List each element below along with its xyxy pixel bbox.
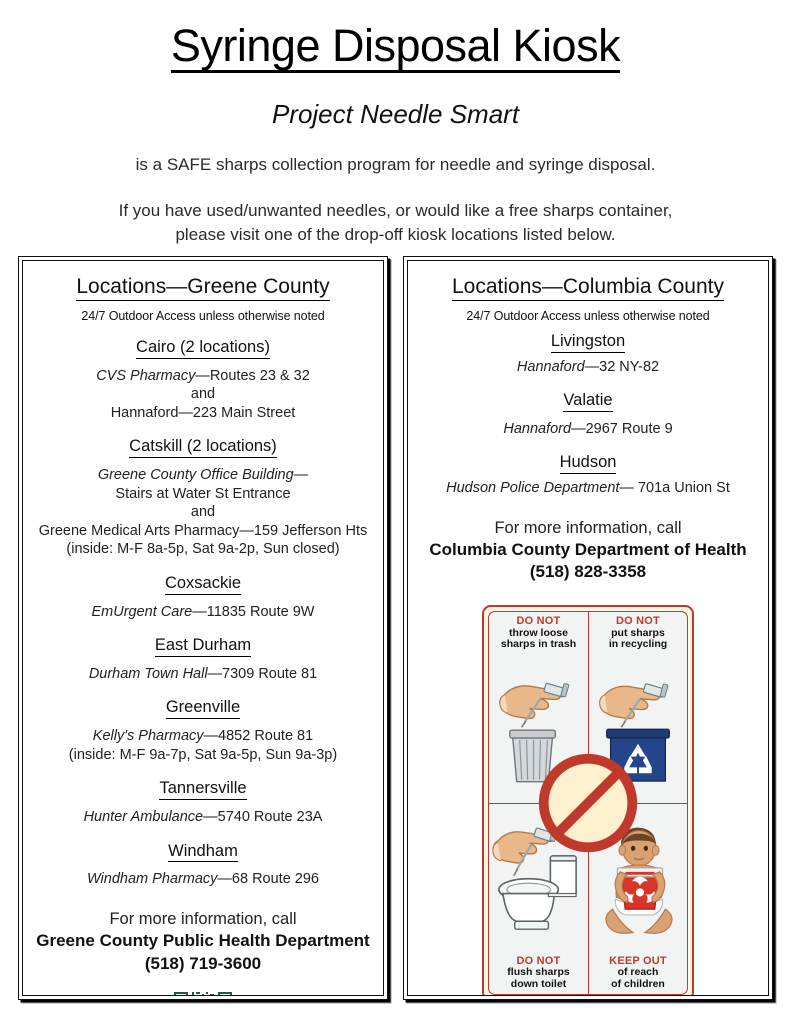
quadrant-line1: of reach <box>617 965 659 978</box>
city-name-valatie: Valatie <box>563 391 612 412</box>
city-block-coxsackie <box>33 574 373 621</box>
quadrant-headline: DO NOT <box>516 615 561 628</box>
city-name-catskill: Catskill (2 locations) <box>129 437 277 458</box>
business-address: —2967 Route 9 <box>571 420 673 437</box>
location-entry <box>33 466 373 485</box>
columbia-contact-call: For more information, call <box>494 518 682 537</box>
city-block-livingston <box>418 332 758 376</box>
intro-line-2 <box>0 199 791 246</box>
business-name: Hunter Ambulance <box>83 809 204 826</box>
intro-line-2a: If you have used/unwanted needles, or would like a free sharps container, <box>118 201 673 221</box>
city-block-cairo <box>33 338 373 422</box>
greene-county-panel <box>18 256 388 1000</box>
program-subtitle: Project Needle Smart <box>271 99 520 130</box>
location-entry <box>33 808 373 827</box>
page-title: Syringe Disposal Kiosk <box>171 22 620 73</box>
quadrant-line1: put sharps <box>611 626 665 639</box>
poster-quadrant-trash <box>488 611 588 803</box>
poster-quadrant-children <box>588 803 688 995</box>
city-block-hudson <box>418 453 758 497</box>
location-entry <box>418 358 758 377</box>
business-address: —223 Main Street <box>178 404 296 421</box>
business-name: Hudson Police Department <box>446 480 620 497</box>
business-address: —5740 Route 23A <box>203 809 323 826</box>
city-name-cairo: Cairo (2 locations) <box>136 338 270 359</box>
location-entry <box>33 367 373 386</box>
business-address: —Routes 23 & 32 <box>195 367 310 384</box>
location-entry <box>418 479 758 498</box>
business-name: Kelly's Pharmacy <box>92 728 204 745</box>
greene-panel-title: Locations—Greene County <box>76 275 329 301</box>
columbia-panel-title-wrap <box>418 275 758 301</box>
location-entry <box>418 420 758 439</box>
business-address: — <box>293 467 309 483</box>
city-block-windham <box>33 842 373 889</box>
city-name-greenville: Greenville <box>166 698 240 719</box>
poster-quadrant-recycling <box>588 611 688 803</box>
city-name-east-durham: East Durham <box>155 636 251 657</box>
quadrant-line2: down toilet <box>510 977 567 990</box>
business-hours: (inside: M-F 9a-7p, Sat 9a-5p, Sun 9a-3p) <box>68 746 338 763</box>
greene-panel-title-wrap <box>33 275 373 301</box>
city-name-coxsackie: Coxsackie <box>165 574 241 595</box>
business-address-line2: Stairs at Water St Entrance <box>115 485 291 502</box>
columbia-contact-phone: (518) 828-3358 <box>529 562 647 582</box>
business-address: —11835 Route 9W <box>192 603 315 620</box>
city-block-east-durham <box>33 636 373 683</box>
business-hours: (inside: M-F 8a-5p, Sat 9a-2p, Sun closed) <box>66 541 340 558</box>
intro-line-1: is a SAFE sharps collection program for needle and syringe disposal. <box>135 155 656 175</box>
columbia-county-panel <box>403 256 773 1000</box>
location-entry <box>33 522 373 541</box>
poster-quadrant-toilet <box>488 803 588 995</box>
business-address: —7309 Route 81 <box>207 665 318 682</box>
columbia-access-note: 24/7 Outdoor Access unless otherwise noted <box>466 308 710 323</box>
qr-code-wrap <box>33 992 373 996</box>
business-name: Durham Town Hall <box>88 665 208 682</box>
business-address: —32 NY-82 <box>584 358 660 375</box>
city-name-hudson: Hudson <box>560 453 617 474</box>
hand-syringe-toilet-icon <box>489 804 588 951</box>
business-address: —159 Jefferson Hts <box>239 522 368 539</box>
business-address: —68 Route 296 <box>217 871 319 888</box>
quadrant-line2: in recycling <box>608 638 668 651</box>
business-name: Hannaford <box>110 404 179 421</box>
location-entry <box>33 404 373 423</box>
city-block-tannersville <box>33 779 373 826</box>
greene-contact-phone: (518) 719-3600 <box>144 953 262 973</box>
safety-poster-wrap <box>418 605 758 996</box>
business-name: Greene County Office Building <box>97 467 294 483</box>
hand-syringe-trashcan-icon <box>489 651 588 803</box>
greene-contact-department: Greene County Public Health Department <box>36 931 370 951</box>
business-name: CVS Pharmacy <box>96 367 196 384</box>
child-holding-sharps-container-icon <box>589 804 687 951</box>
location-entry <box>33 665 373 684</box>
qr-code-icon[interactable] <box>174 992 232 996</box>
location-entry <box>33 727 373 746</box>
greene-access-note: 24/7 Outdoor Access unless otherwise noted <box>81 308 325 323</box>
business-name: Greene Medical Arts Pharmacy <box>38 522 240 539</box>
quadrant-line1: throw loose <box>509 626 568 639</box>
columbia-contact-block <box>418 518 758 584</box>
city-block-valatie <box>418 391 758 438</box>
quadrant-headline: DO NOT <box>616 615 660 628</box>
city-name-tannersville: Tannersville <box>159 779 246 800</box>
greene-contact-block <box>33 909 373 975</box>
greene-contact-call: For more information, call <box>109 910 297 928</box>
quadrant-line2: of children <box>611 977 665 990</box>
columbia-contact-department: Columbia County Department of Health <box>429 540 747 560</box>
business-address: —4852 Route 81 <box>203 728 314 745</box>
sharps-safety-poster <box>482 605 694 996</box>
hand-syringe-recycling-bin-icon <box>589 651 687 803</box>
city-name-livingston: Livingston <box>551 332 625 353</box>
business-name: Windham Pharmacy <box>87 871 218 888</box>
intro-line-2b: please visit one of the drop-off kiosk locations listed below. <box>175 224 616 244</box>
location-entry <box>33 870 373 889</box>
conjunction: and <box>190 386 216 403</box>
quadrant-headline: KEEP OUT <box>609 954 667 967</box>
business-address: — 701a Union St <box>619 480 730 497</box>
city-name-windham: Windham <box>168 842 238 863</box>
page-header <box>0 0 791 246</box>
business-name: EmUrgent Care <box>91 603 193 620</box>
quadrant-headline: DO NOT <box>516 954 561 967</box>
business-name: Hannaford <box>503 420 572 437</box>
business-name: Hannaford <box>516 358 585 375</box>
city-block-greenville <box>33 698 373 764</box>
columbia-panel-title: Locations—Columbia County <box>452 275 724 301</box>
quadrant-line2: sharps in trash <box>500 638 577 651</box>
quadrant-line1: flush sharps <box>507 965 570 978</box>
location-entry <box>33 603 373 622</box>
locations-panels <box>0 256 791 1000</box>
conjunction: and <box>190 504 216 521</box>
city-block-catskill <box>33 437 373 559</box>
